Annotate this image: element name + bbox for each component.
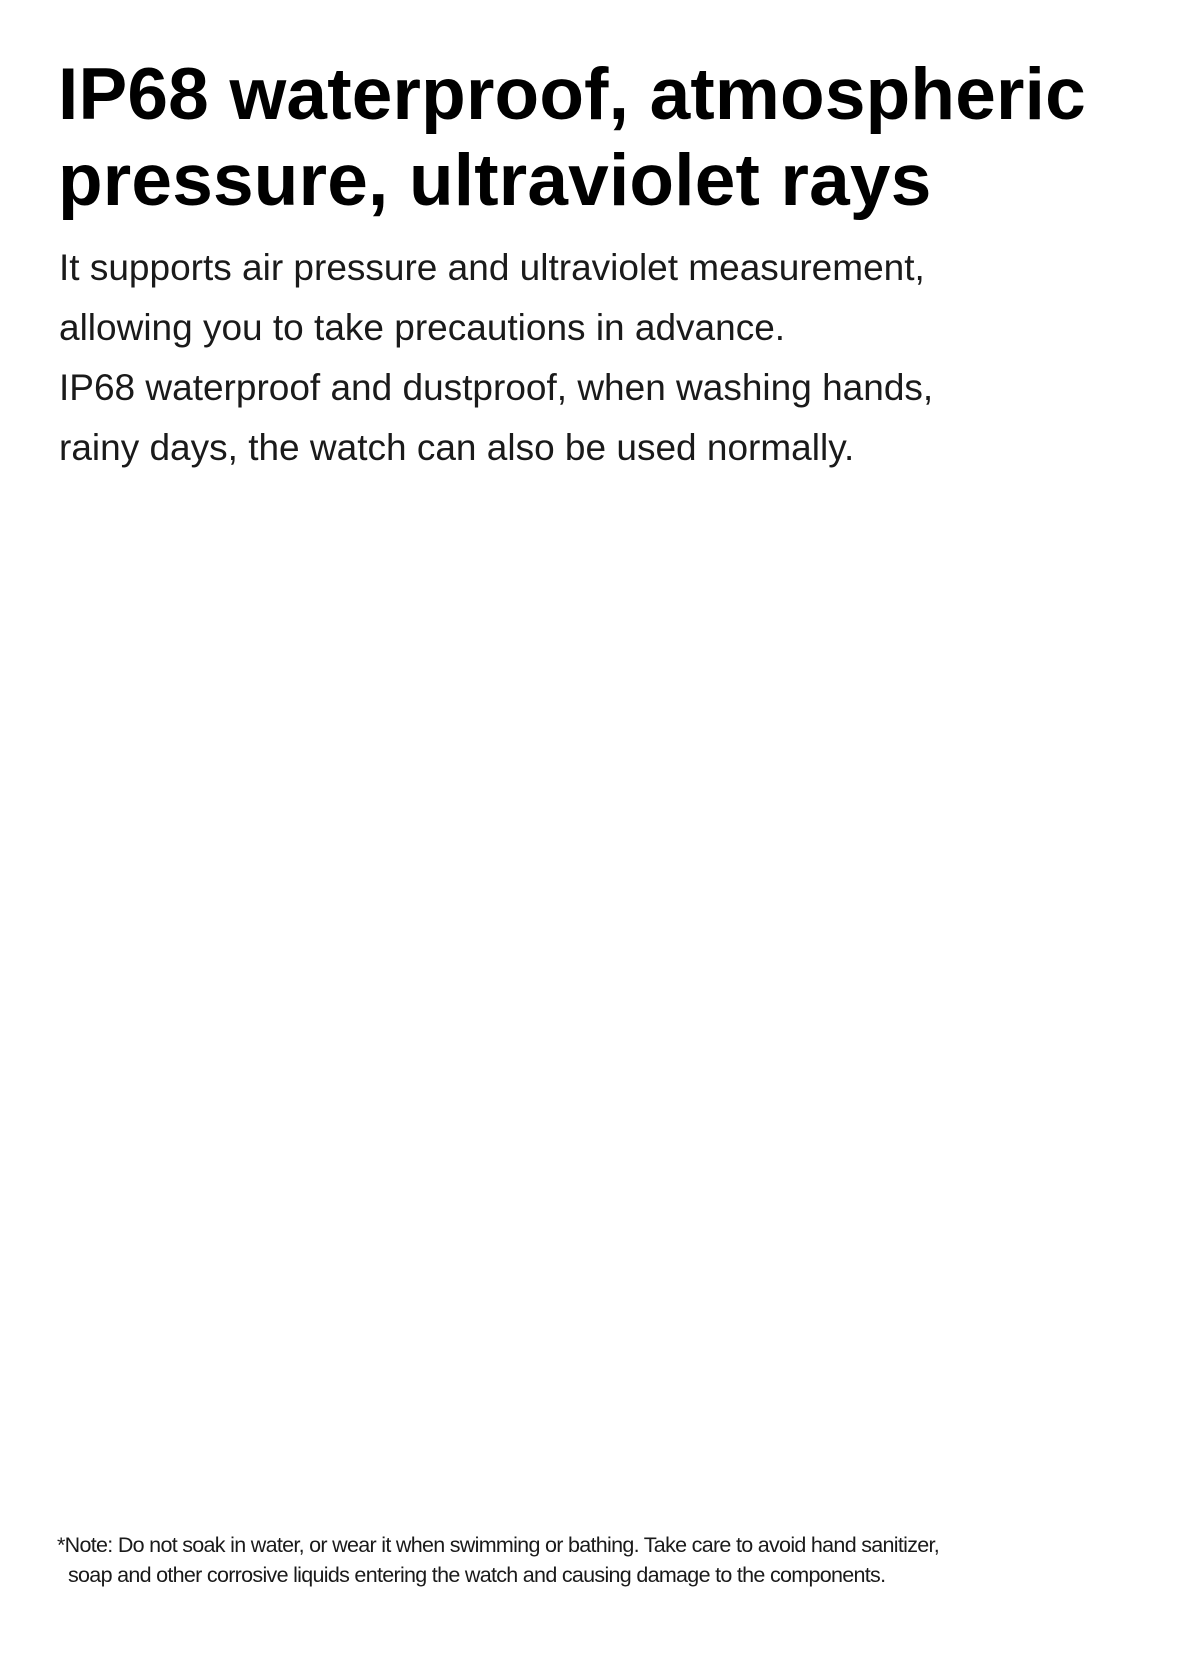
description-line-3: IP68 waterproof and dustproof, when washing hands, xyxy=(59,367,934,408)
description-line-2: allowing you to take precautions in advance. xyxy=(59,307,786,348)
page-headline xyxy=(58,52,1086,224)
footnote-line-2: soap and other corrosive liquids entering the watch and causing damage to the components. xyxy=(68,1563,886,1587)
description-line-4: rainy days, the watch can also be used normally. xyxy=(59,427,855,468)
footnote xyxy=(57,1530,939,1590)
description-line-1: It supports air pressure and ultraviolet measurement, xyxy=(59,247,925,288)
headline-line-2: pressure, ultraviolet rays xyxy=(58,140,932,221)
feature-description xyxy=(59,238,933,478)
footnote-line-1: *Note: Do not soak in water, or wear it when swimming or bathing. Take care to avoid hand sanitizer, xyxy=(57,1533,940,1557)
headline-line-1: IP68 waterproof, atmospheric xyxy=(58,54,1086,135)
